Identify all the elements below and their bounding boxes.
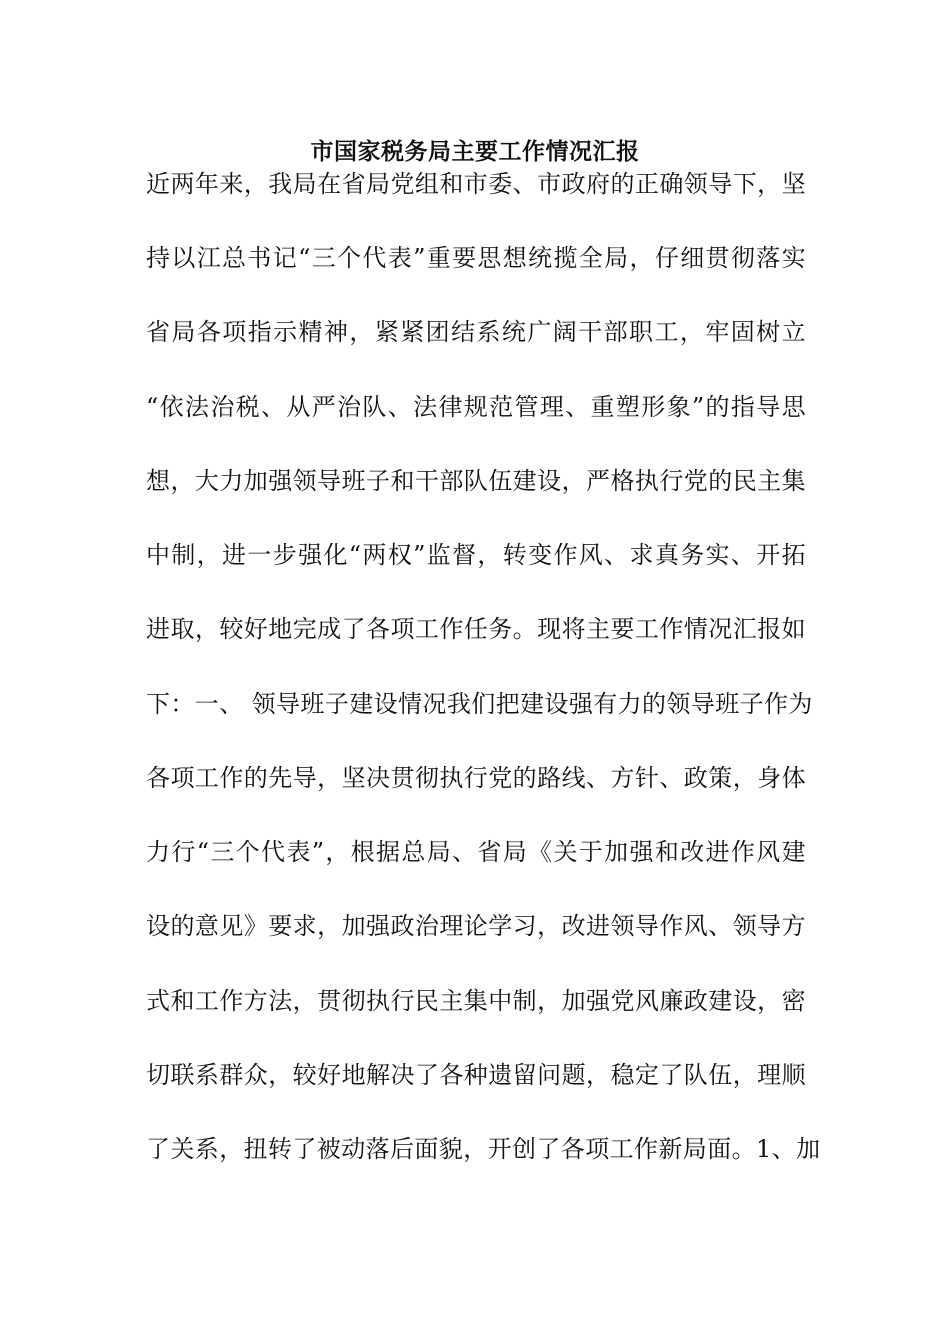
body-line-14: 了关系，扭转了被动落后面貌，开创了各项工作新局面。1、加 bbox=[146, 1135, 821, 1163]
body-line-4: “依法治税、从严治队、法律规范管理、重塑形象”的指导思 bbox=[146, 393, 806, 421]
body-line-13: 切联系群众，较好地解决了各种遗留问题，稳定了队伍，理顺 bbox=[146, 1061, 806, 1089]
body-line-5: 想，大力加强领导班子和干部队伍建设，严格执行党的民主集 bbox=[146, 467, 806, 495]
body-line-10: 力行“三个代表”，根据总局、省局《关于加强和改进作风建 bbox=[146, 838, 806, 866]
document-title: 市国家税务局主要工作情况汇报 bbox=[310, 138, 640, 165]
body-line-11: 设的意见》要求，加强政治理论学习，改进领导作风、领导方 bbox=[146, 912, 806, 940]
body-line-6: 中制，进一步强化“两权”监督，转变作风、求真务实、开拓 bbox=[146, 541, 806, 569]
body-line-8: 下：一、 领导班子建设情况我们把建设强有力的领导班子作为 bbox=[146, 690, 813, 718]
body-line-12: 式和工作方法，贯彻执行民主集中制，加强党风廉政建设，密 bbox=[146, 987, 806, 1015]
body-line-2: 持以江总书记“三个代表”重要思想统揽全局，仔细贯彻落实 bbox=[146, 244, 806, 272]
body-line-9: 各项工作的先导，坚决贯彻执行党的路线、方针、政策，身体 bbox=[146, 764, 806, 792]
body-line-1: 近两年来，我局在省局党组和市委、市政府的正确领导下，坚 bbox=[146, 170, 806, 198]
body-line-3: 省局各项指示精神，紧紧团结系统广阔干部职工，牢固树立 bbox=[146, 318, 806, 346]
body-line-7: 进取，较好地完成了各项工作任务。现将主要工作情况汇报如 bbox=[146, 615, 806, 643]
